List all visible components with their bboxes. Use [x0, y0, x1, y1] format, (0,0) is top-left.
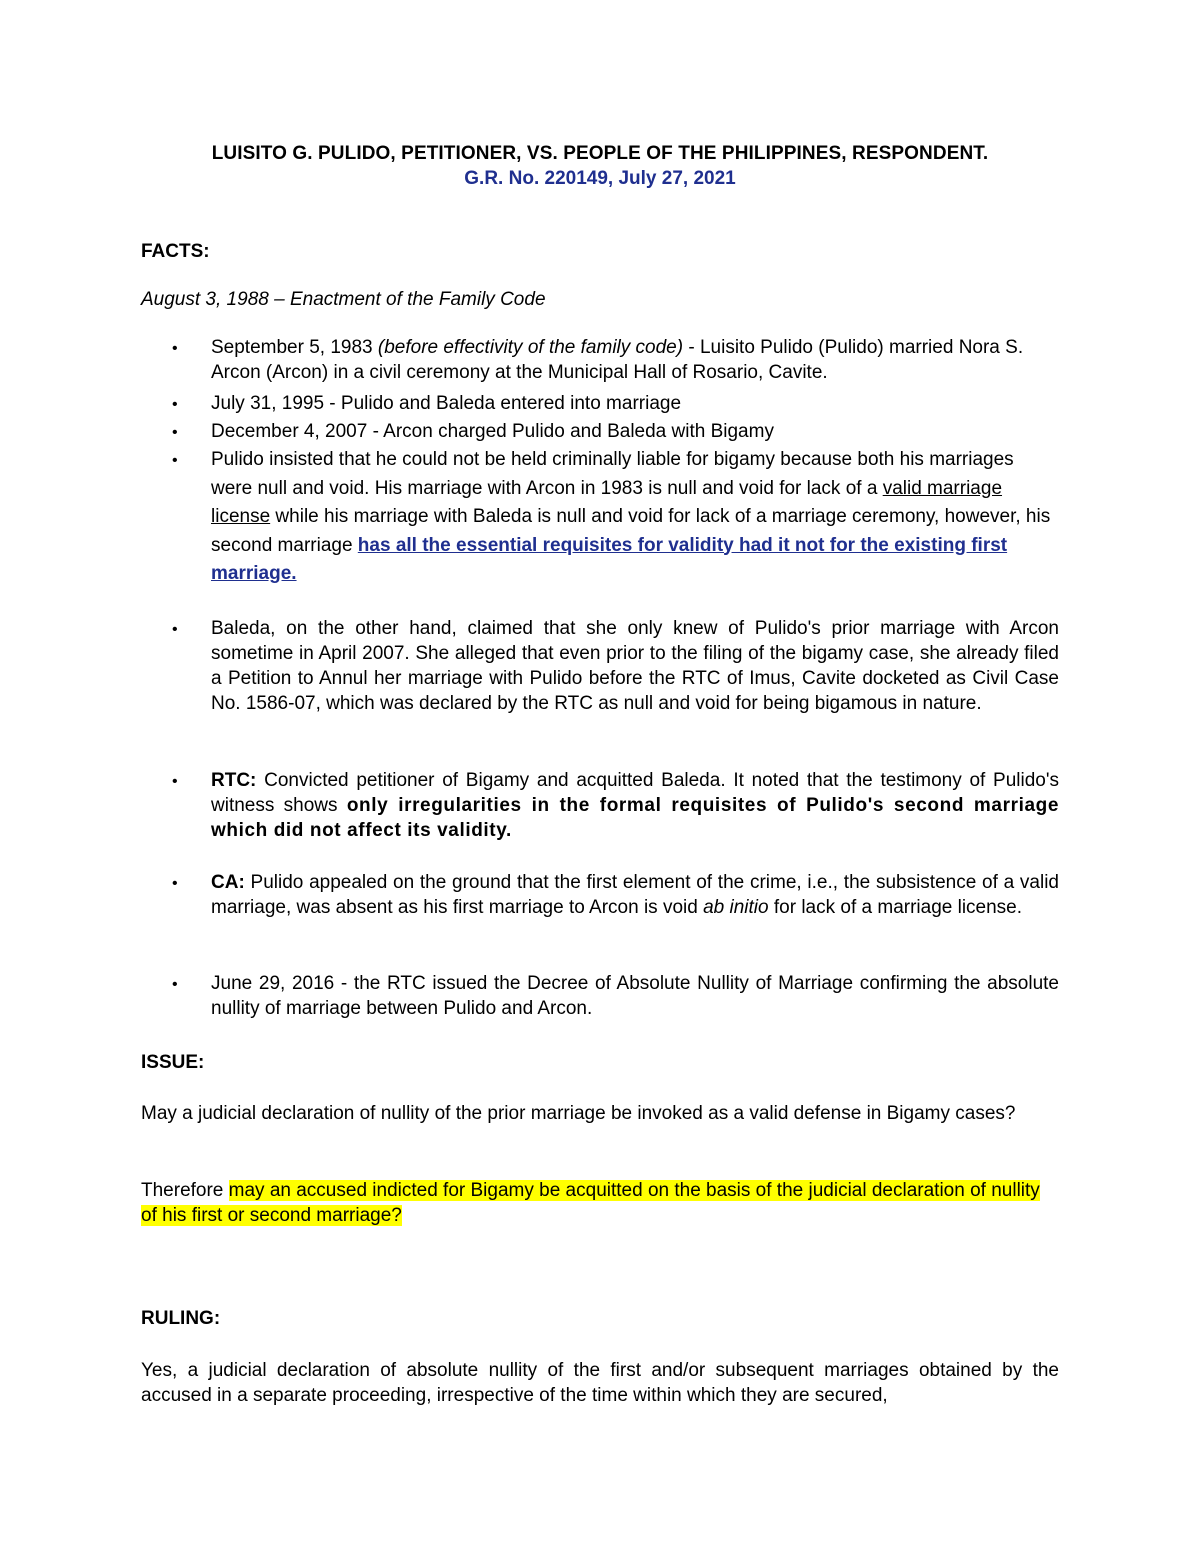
gr-number: G.R. No. 220149, July 27, 2021 — [464, 168, 736, 189]
fact-date: September 5, 1983 — [211, 337, 378, 358]
bold-finding: only irregularities in the formal requisites of Pulido's second marriage which did not affect its validity. — [211, 795, 1059, 841]
fact-item — [211, 870, 1059, 920]
issue-heading: ISSUE: — [141, 1052, 205, 1073]
fact-text: for lack of a marriage license. — [768, 897, 1023, 918]
fact-item: Baleda, on the other hand, claimed that she only knew of Pulido's prior marriage with Arcon sometime in April 2007. She alleged that even prior to the filing of the bigamy case, she already filed a Petition to Annul her marriage with Pulido before the RTC of Imus, Cavite docketed as Civil Case No. 1586-07, which was declared by the RTC as null and void for being bigamous in nature. — [211, 618, 1059, 714]
ruling-heading: RULING: — [141, 1308, 221, 1329]
bullet-icon: • — [172, 452, 178, 469]
bullet-icon: • — [172, 396, 178, 413]
fact-text: Pulido insisted that he could not be held criminally liable for bigamy because both his marriages were null and void. His marriage with Arcon in 1983 is null and void for lack of a — [211, 449, 1014, 499]
fact-item — [211, 335, 1059, 385]
bullet-icon: • — [172, 621, 178, 638]
fact-text: Pulido appealed on the ground that the first element of the crime, i.e., the subsistence of a valid marriage, was absent as his first marriage to Arcon is void — [211, 872, 1059, 918]
court-label: RTC: — [211, 770, 257, 791]
facts-heading: FACTS: — [141, 241, 210, 262]
case-title: LUISITO G. PULIDO, PETITIONER, VS. PEOPLE OF THE PHILIPPINES, RESPONDENT. — [211, 143, 989, 164]
bullet-icon: • — [172, 773, 178, 790]
court-label: CA: — [211, 872, 245, 893]
therefore-paragraph — [141, 1178, 1059, 1228]
fact-item — [211, 768, 1059, 843]
ruling-text: Yes, a judicial declaration of absolute nullity of the first and/or subsequent marriages obtained by the accused in a separate proceeding, irrespective of the time within which they are secured, — [141, 1360, 1059, 1406]
fact-text: while his marriage with Baleda is null and void for lack of a marriage ceremony, however, his second marriage — [211, 506, 1051, 556]
therefore-lead: Therefore — [141, 1180, 229, 1201]
fact-item: December 4, 2007 - Arcon charged Pulido and Baleda with Bigamy — [211, 421, 774, 442]
issue-text: May a judicial declaration of nullity of the prior marriage be invoked as a valid defense in Bigamy cases? — [141, 1103, 1016, 1124]
bullet-icon: • — [172, 340, 178, 357]
underlined-phrase: valid marriage license — [211, 477, 1003, 527]
bullet-icon: • — [172, 976, 178, 993]
fact-italic-note: (before effectivity of the family code) — [377, 337, 684, 358]
fact-item — [211, 446, 1059, 589]
emphasis-phrase: has all the essential requisites for validity had it not for the existing first marriage. — [211, 534, 1008, 584]
fact-item: June 29, 2016 - the RTC issued the Decree of Absolute Nullity of Marriage confirming the absolute nullity of marriage between Pulido and Arcon. — [211, 973, 1059, 1019]
highlighted-question: may an accused indicted for Bigamy be acquitted on the basis of the judicial declaration of nullity of his first or second marriage? — [141, 1180, 1040, 1226]
fact-italic-term: ab initio — [703, 897, 769, 918]
bullet-icon: • — [172, 424, 178, 441]
facts-intro: August 3, 1988 – Enactment of the Family Code — [141, 289, 546, 310]
bullet-icon: • — [172, 875, 178, 892]
fact-item: July 31, 1995 - Pulido and Baleda entered into marriage — [211, 393, 682, 414]
fact-text: Convicted petitioner of Bigamy and acquitted Baleda. It noted that the testimony of Pulido's witness shows — [211, 770, 1059, 816]
fact-text: - Luisito Pulido (Pulido) married Nora S. Arcon (Arcon) in a civil ceremony at the Municipal Hall of Rosario, Cavite. — [211, 337, 1024, 383]
